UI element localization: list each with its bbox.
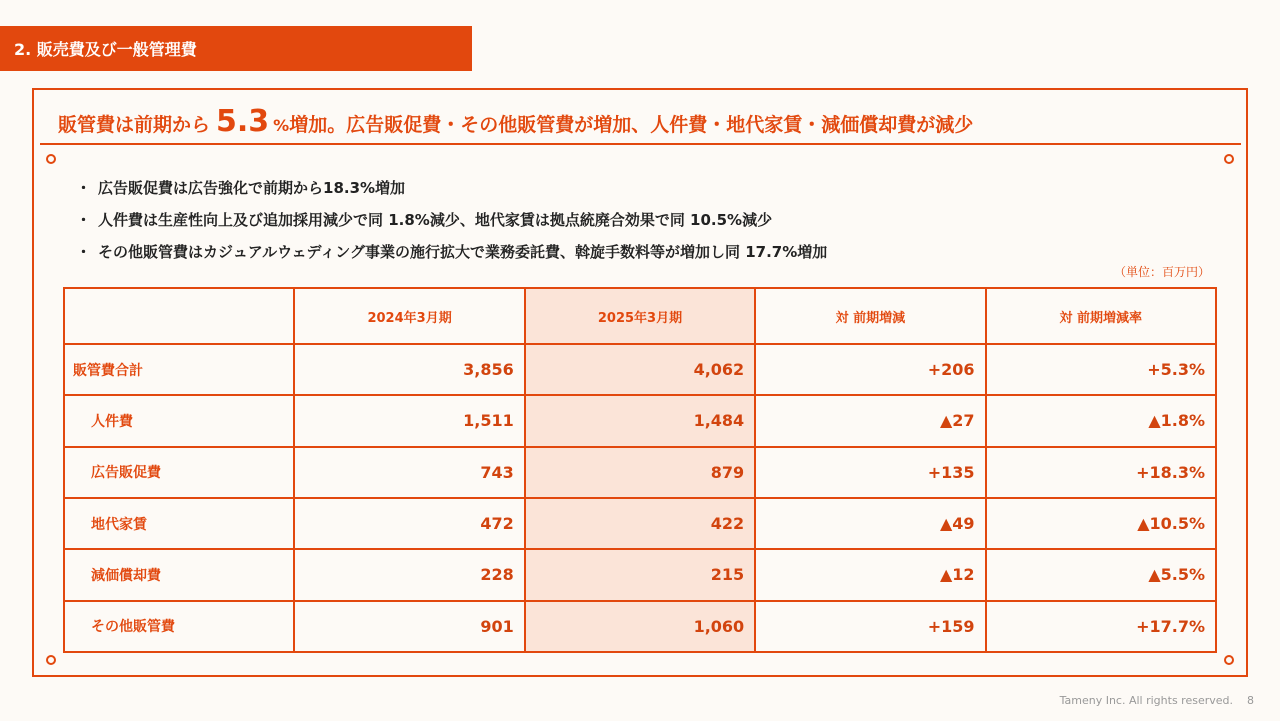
- unit-note: （単位：百万円）: [1113, 265, 1210, 279]
- decor-dot-bottom-right: [1224, 655, 1234, 665]
- bullet-list: [76, 176, 827, 272]
- cell-fy2025: 4,062: [525, 344, 755, 395]
- cell-diff: ▲49: [755, 498, 985, 549]
- table-row: [64, 344, 1216, 395]
- header-blank: [64, 288, 294, 344]
- headline-rule: [40, 143, 1241, 145]
- cell-fy2024: 3,856: [294, 344, 524, 395]
- cell-fy2025: 879: [525, 447, 755, 498]
- cell-rate: ▲10.5%: [986, 498, 1216, 549]
- headline-rate: 5.3: [216, 104, 270, 139]
- decor-dot-top-right: [1224, 154, 1234, 164]
- bullet-item: [76, 208, 827, 240]
- cell-fy2025: 422: [525, 498, 755, 549]
- row-label: 販管費合計: [64, 344, 294, 395]
- cell-rate: +18.3%: [986, 447, 1216, 498]
- cell-diff: +135: [755, 447, 985, 498]
- sga-table: [63, 287, 1217, 653]
- cell-diff: ▲12: [755, 549, 985, 600]
- section-tag: [0, 26, 472, 71]
- cell-diff: +159: [755, 601, 985, 652]
- cell-diff: +206: [755, 344, 985, 395]
- cell-rate: +5.3%: [986, 344, 1216, 395]
- headline: [58, 104, 973, 144]
- headline-suffix: 増加。広告販促費・その他販管費が増加、人件費・地代家賃・減価償却費が減少: [289, 114, 974, 136]
- cell-fy2025: 1,060: [525, 601, 755, 652]
- bullet-text: 人件費は生産性向上及び追加採用減少で同 1.8%減少、地代家賃は拠点統廃合効果で同 10.5%減少: [98, 211, 773, 229]
- header-fy2024: 2024年3月期: [294, 288, 524, 344]
- header-rate: 対 前期増減率: [986, 288, 1216, 344]
- cell-fy2024: 472: [294, 498, 524, 549]
- bullet-item: [76, 176, 827, 208]
- table-row: [64, 447, 1216, 498]
- decor-dot-top-left: [46, 154, 56, 164]
- header-fy2025: 2025年3月期: [525, 288, 755, 344]
- table-row: [64, 549, 1216, 600]
- cell-fy2024: 228: [294, 549, 524, 600]
- table-row: [64, 395, 1216, 446]
- cell-fy2025: 1,484: [525, 395, 755, 446]
- bullet-text: 広告販促費は広告強化で前期から18.3%増加: [98, 179, 406, 197]
- headline-prefix: 販管費は前期から: [58, 114, 211, 136]
- cell-fy2024: 901: [294, 601, 524, 652]
- footer-page-number: 8: [1247, 694, 1254, 707]
- cell-fy2025: 215: [525, 549, 755, 600]
- row-label: 減価償却費: [64, 549, 294, 600]
- row-label: その他販管費: [64, 601, 294, 652]
- bullet-text: その他販管費はカジュアルウェディング事業の施行拡大で業務委託費、斡旋手数料等が増加し同 17.7%増加: [98, 243, 828, 261]
- cell-rate: ▲1.8%: [986, 395, 1216, 446]
- table-row: [64, 498, 1216, 549]
- cell-fy2024: 743: [294, 447, 524, 498]
- table-header-row: [64, 288, 1216, 344]
- section-title: 2. 販売費及び一般管理費: [14, 40, 197, 59]
- headline-unit: %: [273, 116, 290, 135]
- row-label: 地代家賃: [64, 498, 294, 549]
- cell-diff: ▲27: [755, 395, 985, 446]
- cell-rate: +17.7%: [986, 601, 1216, 652]
- bullet-mark: ・: [76, 211, 92, 229]
- table-row: [64, 601, 1216, 652]
- header-diff: 対 前期増減: [755, 288, 985, 344]
- row-label: 人件費: [64, 395, 294, 446]
- bullet-mark: ・: [76, 179, 92, 197]
- cell-fy2024: 1,511: [294, 395, 524, 446]
- footer-copyright: Tameny Inc. All rights reserved.: [1059, 694, 1233, 707]
- footer: [1060, 694, 1254, 707]
- bullet-mark: ・: [76, 243, 92, 261]
- cell-rate: ▲5.5%: [986, 549, 1216, 600]
- bullet-item: [76, 240, 827, 272]
- decor-dot-bottom-left: [46, 655, 56, 665]
- row-label: 広告販促費: [64, 447, 294, 498]
